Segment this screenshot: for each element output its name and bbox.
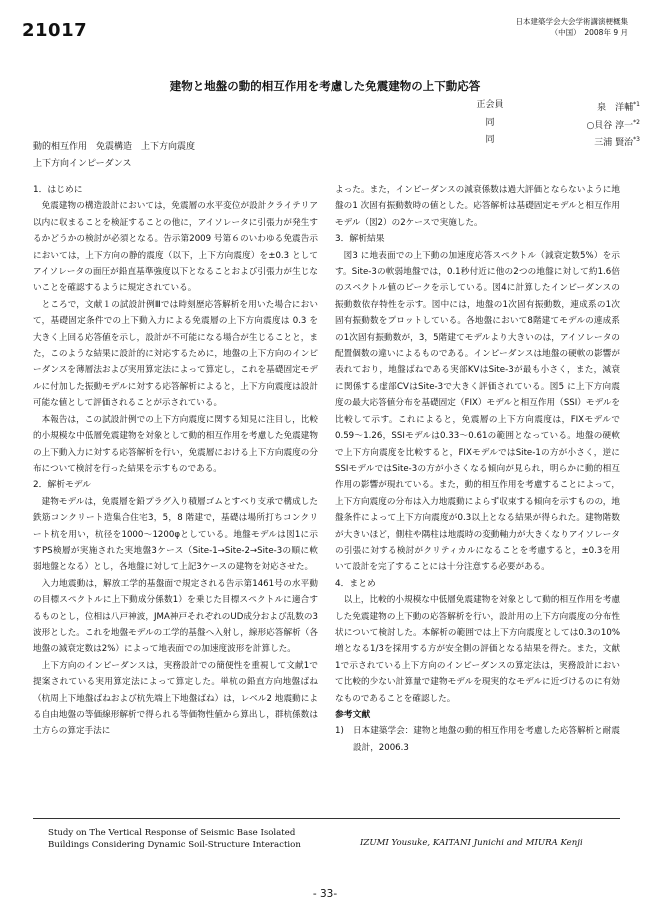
section-heading-model: 2．解析モデル <box>33 480 91 491</box>
body-paragraph: 建物モデルは，免震層を鉛プラグ入り積層ゴムとすべり支承で構成した鉄筋コンクリート造集合住宅3，5，8 階建で，基礎は場所打ちコンクリート杭を用い，杭径を1000～1200φとしている。地盤モデルは図1に示すPS検層が実施された実地盤3ケース（Site-1→Site-2→Site-3の順に軟弱地盤となる）とし，各地盤に対して上記3ケースの建物を対応させた。 <box>33 496 318 573</box>
reference-text: 日本建築学会：建物と地盤の動的相互作用を考慮した応答解析と耐震設計，2006.3 <box>353 726 620 753</box>
section-heading-results: 3．解析結果 <box>335 234 385 245</box>
conference-line-2: （中国） 2008年 9 月 <box>550 28 628 37</box>
english-authors: IZUMI Yousuke, KAITANI Junichi and MIURA Kenji <box>360 838 583 848</box>
section-heading-summary: 4．まとめ <box>335 578 376 589</box>
author-name: 三浦 賢治$^{*3}$ <box>594 136 640 148</box>
references-heading: 参考文献 <box>335 710 371 720</box>
english-title <box>48 827 338 851</box>
english-title-line-2: Buildings Considering Dynamic Soil-Structure Interaction <box>48 840 301 850</box>
keywords-line-2: 上下方向インピーダンス <box>33 159 132 169</box>
body-paragraph: 免震建物の構造設計においては，免震層の水平変位が設計クライテリア以内に収まることを検証することの他に，アイソレータに引張力が発生するかどうかの検討が必須となる。告示第2009 号第６のいわゆる免震告示においては，上下方向の静的震度（以下，上下方向震度）を±0.3 としてアイソレータの面圧が鉛直基準強度以下となることおよび引張力が生じないことを確認するように規定されている。 <box>33 201 318 294</box>
section-heading-introduction: 1．はじめに <box>33 185 83 195</box>
conference-info <box>516 16 629 38</box>
author-row <box>470 116 640 134</box>
keywords-line-1: 動的相互作用 免震構造 上下方向震度 <box>33 142 196 152</box>
body-paragraph: よった。また，インピーダンスの減衰係数は過大評価とならないように地盤の1 次固有振動数時の値とした。応答解析は基礎固定モデルと相互作用モデル（図2）の2ケースで実施した。 <box>335 185 620 228</box>
author-list <box>470 98 640 151</box>
footer-divider <box>33 818 620 819</box>
reference-number: 1) <box>335 726 344 737</box>
page-number: - 33- <box>312 888 338 900</box>
paper-number: 21017 <box>22 20 88 41</box>
author-role: 正会員 <box>476 100 504 110</box>
body-paragraph: 上下方向のインピーダンスは，実務設計での簡便性を重視して文献1で提案されている実用算定法によって算定した。単杭の鉛直方向地盤ばね（杭周上下地盤ばねおよび杭先端上下地盤ばね）は，レベル2 地震動による自由地盤の等価線形解析で得られる等価物性値から算出し，群杭係数は土方らの算定手法に <box>33 660 318 737</box>
right-column <box>335 182 620 756</box>
author-name: 泉 洋輔$^{*1}$ <box>597 101 640 113</box>
author-role: 同 <box>485 135 495 145</box>
body-paragraph: ところで，文献１の試設計例Ⅲでは時刻歴応答解析を用いた場合において，基礎固定条件での上下動入力による免震層の上下方向震度は 0.3 を大きく上回る応答値を示し，設計が不可能になる場合が生じることと，また，このような結果に設計的に対応するために，地盤の上下方向のインピーダンスを薄層法および実用算定法によって算定し，これを基礎固定モデルに付加した振動モデルに対する応答解析によると，上下方向震度は設計可能な値として評価されることが示されている。 <box>33 299 318 409</box>
paper-title: 建物と地盤の動的相互作用を考慮した免震建物の上下動応答 <box>169 79 481 93</box>
author-row <box>470 133 640 151</box>
reference-item <box>335 723 620 756</box>
left-column <box>33 182 318 740</box>
conference-line-1: 日本建築学会大会学術講演梗概集 <box>515 17 628 26</box>
author-role: 同 <box>485 117 495 128</box>
body-paragraph: 入力地震動は，解放工学的基盤面で規定される告示第1461号の水平動の目標スペクトルに上下動成分係数1）を乗じた目標スペクトルに適合するものとし，位相は八戸神波，JMA神戸それぞれのUD成分および乱数の3波形とした。これを地盤モデルの工学的基盤へ入射し，線形応答解析（各地盤の減衰定数は2%）によって地表面での加速度波形を計算した。 <box>33 578 318 655</box>
author-row <box>470 98 640 116</box>
body-paragraph: 以上，比較的小規模な中低層免震建物を対象として動的相互作用を考慮した免震建物の上下動の応答解析を行い，設計用の上下方向震度の分布性状について検討した。本解析の範囲では上下方向震度としては0.3の10%増となる1/3を採用する方が安全側の評価となる結果を得た。また，文献1で示されている上下方向のインピーダンスの算定法は，実務設計において比較的少ない計算量で建物モデルを現実的なモデルに近づけるのに有効なものであることを確認した。 <box>335 595 620 704</box>
keywords <box>33 139 195 173</box>
body-paragraph: 図3 に地表面での上下動の加速度応答スペクトル（減衰定数5%）を示す。Site-3の軟弱地盤では，0.1秒付近に他の2つの地盤に対して約1.6倍のスペクトル値のピークを示している。図4に計算したインピーダンスの振動数依存特性を示す。図中には，地盤の1次固有振動数，連成系の1次固有振動数をプロットしている。各地盤において8階建てモデルの連成系の1次固有振動数が，3，5階建てモデルより大きいのは，アイソレータの配置個数の違いによるものである。インピーダンスは地盤の硬軟の影響が表れており，地盤ばねである実部KVはSite-3が最も小さく，また，減衰に関係する虚部CVはSite-3で大きく評価されている。図5 に上下方向震度の最大応答値分布を基礎固定（FIX）モデルと相互作用（SSI）モデルを比較して示す。これによると，免震層の上下方向震度は，FIXモデルで0.59～1.26，SSIモデルは0.33～0.61の範囲となっている。地盤の硬軟で上下方向震度を比較すると，FIXモデルではSite-1の方が小さく，逆にSSIモデルではSite-3の方が小さくなる傾向が見られ，明らかに動的相互作用の影響が現れている。また，動的相互作用を考慮することによって，上下方向震度の分布は入力地震動によらず収束する傾向を示すものの，地盤条件によって上下方向震度が0.3以上となる結果が得られた。建物階数が大きいほど，側柱や隅柱は地震時の変動軸力が大きくなりアイソレータの引張に対する検討がクリティカルになることを考慮すると，±0.3を用いて設計を完了することには十分注意する必要がある。 <box>335 250 620 573</box>
english-title-line-1: Study on The Vertical Response of Seismic Base Isolated <box>48 828 296 838</box>
author-name: ○貝谷 淳一$^{*2}$ <box>586 118 640 131</box>
body-paragraph: 本報告は，この試設計例での上下方向震度に関する知見に注目し，比較的小規模な中低層免震建物を対象として動的相互作用を考慮した免震建物の上下動入力に対する応答解析を行い，免震層における上下方向震度の分布について検討を行った結果を示すものである。 <box>33 414 318 474</box>
